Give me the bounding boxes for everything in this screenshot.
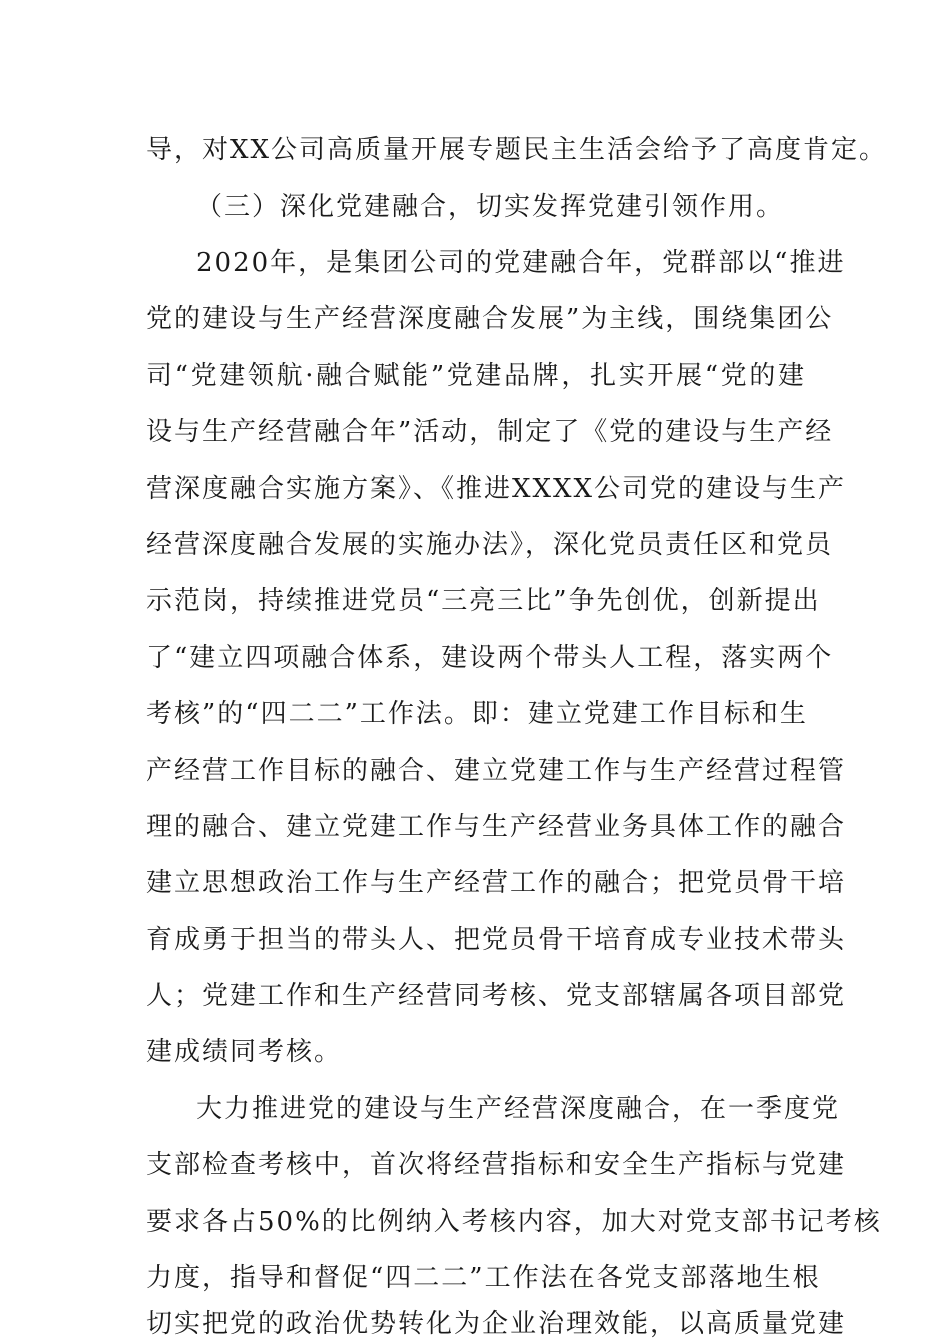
text-line: 建立思想政治工作与生产经营工作的融合；把党员骨干培 — [146, 868, 847, 898]
text-line: 支部检查考核中，首次将经营指标和安全生产指标与党建 — [146, 1150, 847, 1180]
text-line: 力度，指导和督促“四二二”工作法在各党支部落地生根 — [146, 1263, 821, 1293]
text-line: 考核”的“四二二”工作法。即：建立党建工作目标和生 — [146, 699, 808, 729]
text-line: 了“建立四项融合体系，建设两个带头人工程，落实两个 — [146, 643, 834, 673]
text-line: 司“党建领航·融合赋能”党建品牌，扎实开展“党的建 — [146, 361, 806, 391]
text-line: 党的建设与生产经营深度融合发展”为主线，围绕集团公 — [146, 304, 834, 334]
text-line: 大力推进党的建设与生产经营深度融合，在一季度党 — [196, 1094, 841, 1124]
text-line: 切实把党的政治优势转化为企业治理效能，以高质量党建 — [146, 1309, 847, 1339]
text-line: 理的融合、建立党建工作与生产经营业务具体工作的融合 — [146, 812, 847, 842]
text-line: 建成绩同考核。 — [146, 1037, 343, 1067]
text-line: 产经营工作目标的融合、建立党建工作与生产经营过程管 — [146, 756, 847, 786]
text-line: 人；党建工作和生产经营同考核、党支部辖属各项目部党 — [146, 981, 847, 1011]
text-line: 要求各占50%的比例纳入考核内容，加大对党支部书记考核 — [146, 1207, 882, 1237]
text-line: 设与生产经营融合年”活动，制定了《党的建设与生产经 — [146, 417, 834, 447]
text-line: 导，对XX公司高质量开展专题民主生活会给予了高度肯定。 — [146, 135, 888, 165]
text-line: 经营深度融合发展的实施办法》，深化党员责任区和党员 — [146, 530, 834, 560]
text-line: 育成勇于担当的带头人、把党员骨干培育成专业技术带头 — [146, 925, 847, 955]
text-line: 示范岗，持续推进党员“三亮三比”争先创优，创新提出 — [146, 586, 821, 616]
section-heading: （三）深化党建融合，切实发挥党建引领作用。 — [196, 192, 785, 222]
text-line: 营深度融合实施方案》、《推进XXXX公司党的建设与生产 — [146, 474, 847, 504]
text-line: 2020年，是集团公司的党建融合年，党群部以“推进 — [196, 248, 846, 278]
